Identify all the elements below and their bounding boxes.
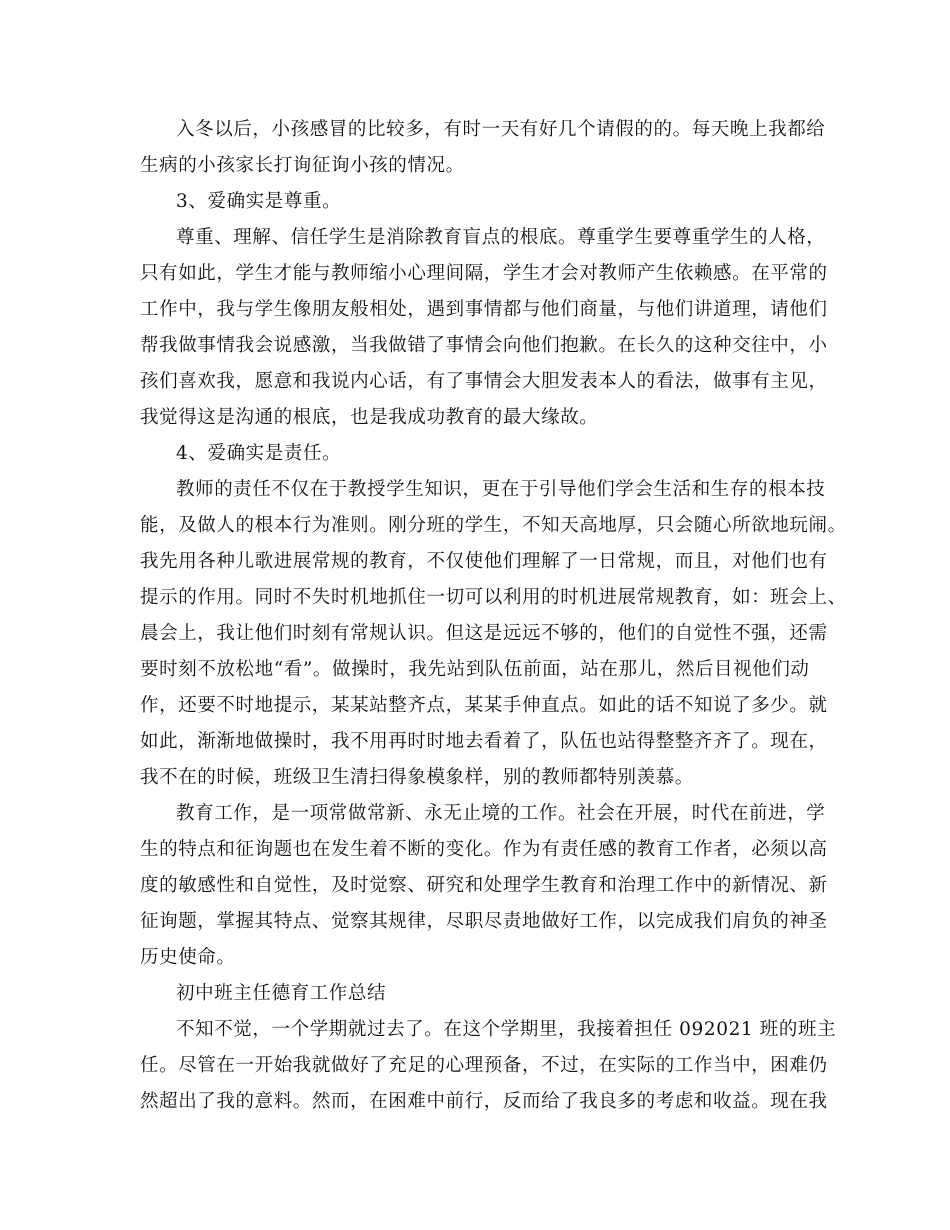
text-line: 孩们喜欢我，愿意和我说内心话，有了事情会大胆发表本人的看法，做事有主见， [140, 371, 828, 392]
text-line: 如此，渐渐地做操时，我不用再时时地去看着了，队伍也站得整整齐齐了。现在， [140, 731, 828, 752]
text-line: 能，及做人的根本行为准则。刚分班的学生，不知天高地厚，只会随心所欲地玩闹。 [140, 515, 847, 536]
text-line: 只有如此，学生才能与教师缩小心理间隔，学生才会对教师产生依赖感。在平常的 [140, 263, 828, 284]
text-line: 我先用各种儿歌进展常规的教育，不仅使他们理解了一日常规，而且，对他们也有 [140, 551, 828, 572]
text-line: 教师的责任不仅在于教授学生知识，更在于引导他们学会生活和生存的根本技 [176, 479, 826, 500]
text-line: 生病的小孩家长打询征询小孩的情况。 [140, 155, 465, 176]
text-line: 工作中，我与学生像朋友般相处，遇到事情都与他们商量，与他们讲道理，请他们 [140, 299, 828, 320]
text-line: 历史使命。 [140, 947, 236, 968]
document-title: 初中班主任德育工作总结 [176, 983, 387, 1004]
text-line: 要时刻不放松地“看”。做操时，我先站到队伍前面，站在那儿，然后目视他们动 [140, 659, 810, 680]
text-line: 晨会上，我让他们时刻有常规认识。但这是远远不够的，他们的自觉性不强，还需 [140, 623, 828, 644]
text-line: 生的特点和征询题也在发生着不断的变化。作为有责任感的教育工作者，必须以高 [140, 839, 828, 860]
text-line: 然超出了我的意料。然而，在困难中前行，反而给了我良多的考虑和收益。现在我 [140, 1091, 828, 1112]
text-line: 提示的作用。同时不失时机地抓住一切可以利用的时机进展常规教育，如：班会上、 [140, 587, 847, 608]
section-heading: 4、爱确实是责任。 [176, 443, 342, 464]
text-line: 征询题，掌握其特点、觉察其规律，尽职尽责地做好工作，以完成我们肩负的神圣 [140, 911, 828, 932]
text-line: 帮我做事情我会说感激，当我做错了事情会向他们抱歉。在长久的这种交往中，小 [140, 335, 828, 356]
text-line: 任。尽管在一开始我就做好了充足的心理预备，不过，在实际的工作当中，困难仍 [140, 1055, 828, 1076]
text-line: 入冬以后，小孩感冒的比较多，有时一天有好几个请假的的。每天晚上我都给 [176, 119, 826, 140]
text-line: 度的敏感性和自觉性，及时觉察、研究和处理学生教育和治理工作中的新情况、新 [140, 875, 828, 896]
text-line: 教育工作，是一项常做常新、永无止境的工作。社会在开展，时代在前进，学 [176, 803, 826, 824]
text-line: 不知不觉，一个学期就过去了。在这个学期里，我接着担任 092021 班的班主 [176, 1019, 837, 1040]
text-line: 我觉得这是沟通的根底，也是我成功教育的最大缘故。 [140, 407, 599, 428]
text-line: 尊重、理解、信任学生是消除教育盲点的根底。尊重学生要尊重学生的人格， [176, 227, 826, 248]
section-heading: 3、爱确实是尊重。 [176, 191, 342, 212]
text-line: 我不在的时候，班级卫生清扫得象模象样，别的教师都特别羡慕。 [140, 767, 694, 788]
text-line: 作，还要不时地提示，某某站整齐点，某某手伸直点。如此的话不知说了多少。就 [140, 695, 828, 716]
